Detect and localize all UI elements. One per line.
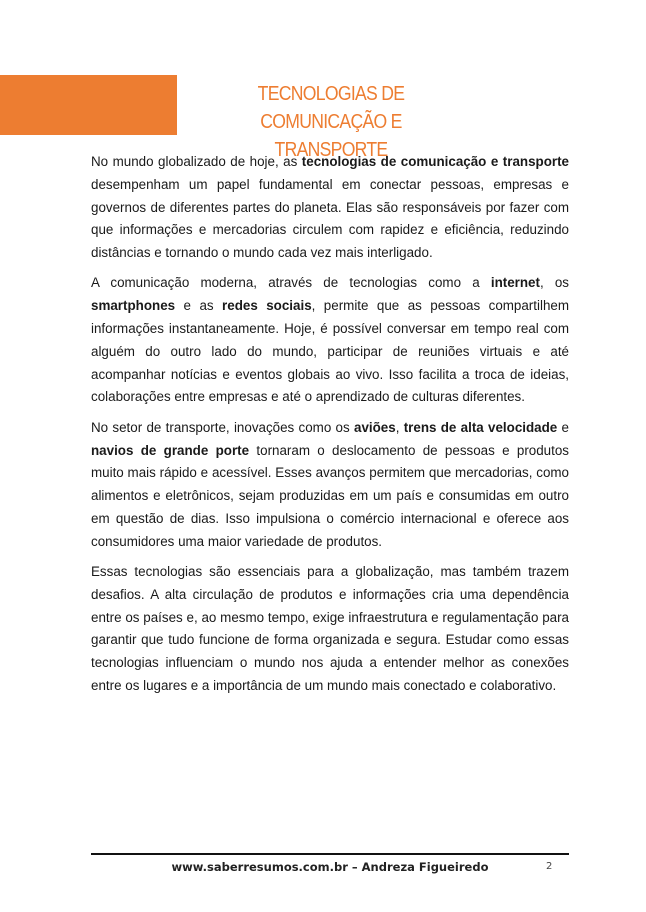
page-title-line-1: TECNOLOGIAS DE COMUNICAÇÃO E: [257, 83, 405, 133]
text-segment: e: [557, 419, 569, 435]
text-segment: A comunicação moderna, através de tecnologias como a: [91, 275, 491, 291]
paragraph-2: [91, 272, 569, 409]
paragraph-3: [91, 417, 569, 554]
text-segment: tornaram o deslocamento de pessoas e produtos muito mais rápido e acessível. Esses avanços permitem que mercadorias, como alimentos e eletrônicos, sejam produzidas em um país e consumidas em outro em questão de dias. Isso impulsiona o comércio internacional e oferece aos consumidores uma maior variedade de produtos.: [91, 442, 569, 549]
footer-divider: [91, 853, 569, 855]
text-segment: e as: [175, 298, 223, 314]
footer-credit: www.saberresumos.com.br – Andreza Figueiredo: [171, 860, 489, 874]
bold-term: navios de grande porte: [91, 442, 250, 458]
document-body: [91, 151, 569, 705]
text-segment: , permite que as pessoas compartilhem informações instantaneamente. Hoje, é possível conversar em tempo real com alguém do outro lado do mundo, participar de reuniões virtuais e até acompanhar notícias e eventos globais ao vivo. Isso facilita a troca de ideias, colaborações entre empresas e até o aprendizado de culturas diferentes.: [91, 298, 569, 405]
header-accent-bar: [0, 75, 177, 135]
page-title-line-2: TRANSPORTE: [274, 139, 388, 161]
text-segment: No mundo globalizado de hoje, as: [91, 154, 302, 169]
text-segment: desempenham um papel fundamental em conectar pessoas, empresas e governos de diferentes partes do planeta. Elas são responsáveis por fazer com que informações e mercadorias circulem com rapidez e eficiência, reduzindo distâncias e tornando o mundo cada vez mais interligado.: [91, 176, 569, 261]
bold-term: smartphones: [91, 298, 176, 314]
bold-term: tecnologias de comunicação e transporte: [301, 154, 569, 169]
bold-term: aviões: [354, 419, 396, 435]
text-segment: ,: [395, 419, 404, 435]
text-segment: , os: [539, 275, 569, 291]
text-segment: No setor de transporte, inovações como os: [91, 419, 354, 435]
page-number: 2: [546, 861, 553, 872]
bold-term: redes sociais: [222, 298, 312, 314]
text-segment: Essas tecnologias são essenciais para a globalização, mas também trazem desafios. A alta circulação de produtos e informações cria uma dependência entre os países e, ao mesmo tempo, exige infraestrutura e regulamentação para garantir que tudo funcione de forma organizada e segura. Estudar como essas tecnologias influenciam o mundo nos ajuda a entender melhor as conexões entre os lugares e a importância de um mundo mais conectado e colaborativo.: [91, 564, 569, 694]
bold-term: internet: [490, 275, 540, 291]
paragraph-1: [91, 151, 569, 265]
bold-term: trens de alta velocidade: [403, 419, 558, 435]
paragraph-4: [91, 561, 569, 698]
